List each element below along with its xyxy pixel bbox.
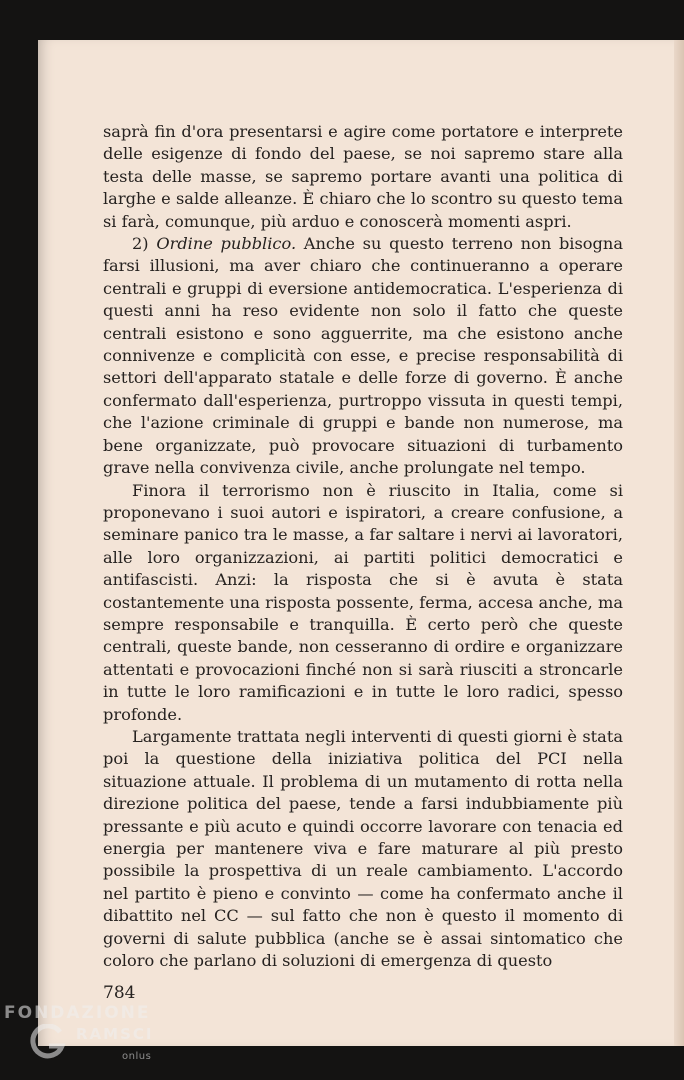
section-title: Ordine pubblico. <box>156 234 297 254</box>
section-number: 2) <box>132 234 149 254</box>
page-edge <box>674 40 684 1046</box>
watermark <box>4 1003 204 1073</box>
paragraph-1: saprà fin d'ora presentarsi e agire come portatore e interprete delle esigenze di fondo del paese, se noi sapremo stare alla testa delle masse, se sapremo portare avanti una politica di larghe e salde alleanze. È chiaro che lo scontro su questo tema si farà, comunque, più arduo e conoscerà momenti aspri. <box>103 122 623 231</box>
paragraph-2-text: Anche su questo terreno non bisogna farsi illusioni, ma aver chiaro che continueranno a operare centrali e gruppi di eversione antidemocratica. L'esperienza di questi anni ha reso evidente non solo il fatto che queste centrali esistono e sono agguerrite, ma che esistono anche connivenze e complicità con esse, e precise responsabilità di settori dell'apparato statale e delle forze di governo. È anche confermato dall'esperienza, purtroppo vissuta in questi tempi, che l'azione criminale di gruppi e bande non numerose, ma bene organizzate, può provocare situazioni di turbamento grave nella convivenza civile, anche prolungate nel tempo. <box>103 234 623 478</box>
body-text <box>103 121 623 972</box>
paragraph-2 <box>103 233 623 479</box>
watermark-line2: RAMSCI <box>76 1025 154 1043</box>
gramsci-g-logo-icon <box>30 1024 66 1060</box>
paragraph-4: Largamente trattata negli interventi di questi giorni è stata poi la questione della iniziativa politica del PCI nella situazione attuale. Il problema di un mutamento di rotta nella direzione politica del paese, tende a farsi indubbiamente più pressante e più acuto e quindi occorre lavorare con tenacia ed energia per mantenere viva e fare maturare al più presto possibile la prospettiva di un reale cambiamento. L'accordo nel partito è pieno e convinto — come ha confermato anche il dibattito nel CC — sul fatto che non è questo il momento di governi di salute pubblica (anche se è assai sintomatico che coloro che parlano di soluzioni di emergenza di questo <box>103 726 623 971</box>
page-number: 784 <box>103 983 136 1003</box>
paragraph-3: Finora il terrorismo non è riuscito in Italia, come si proponevano i suoi autori e ispiratori, a creare confusione, a seminare panico tra le masse, a far saltare i nervi ai lavoratori, alle loro organizzazioni, ai partiti politici democratici e antifascisti. Anzi: la risposta che si è avuta è stata costantemente una risposta possente, ferma, accesa anche, ma sempre responsabile e tranquilla. È certo però che queste centrali, queste bande, non cesseranno di ordire e organizzare attentati e provocazioni finché non si sarà riusciti a stroncarle in tutte le loro ramificazioni e in tutte le loro radici, spesso profonde. <box>103 480 623 724</box>
watermark-line3: onlus <box>122 1051 152 1062</box>
watermark-line1: FONDAZIONE <box>4 1003 151 1023</box>
